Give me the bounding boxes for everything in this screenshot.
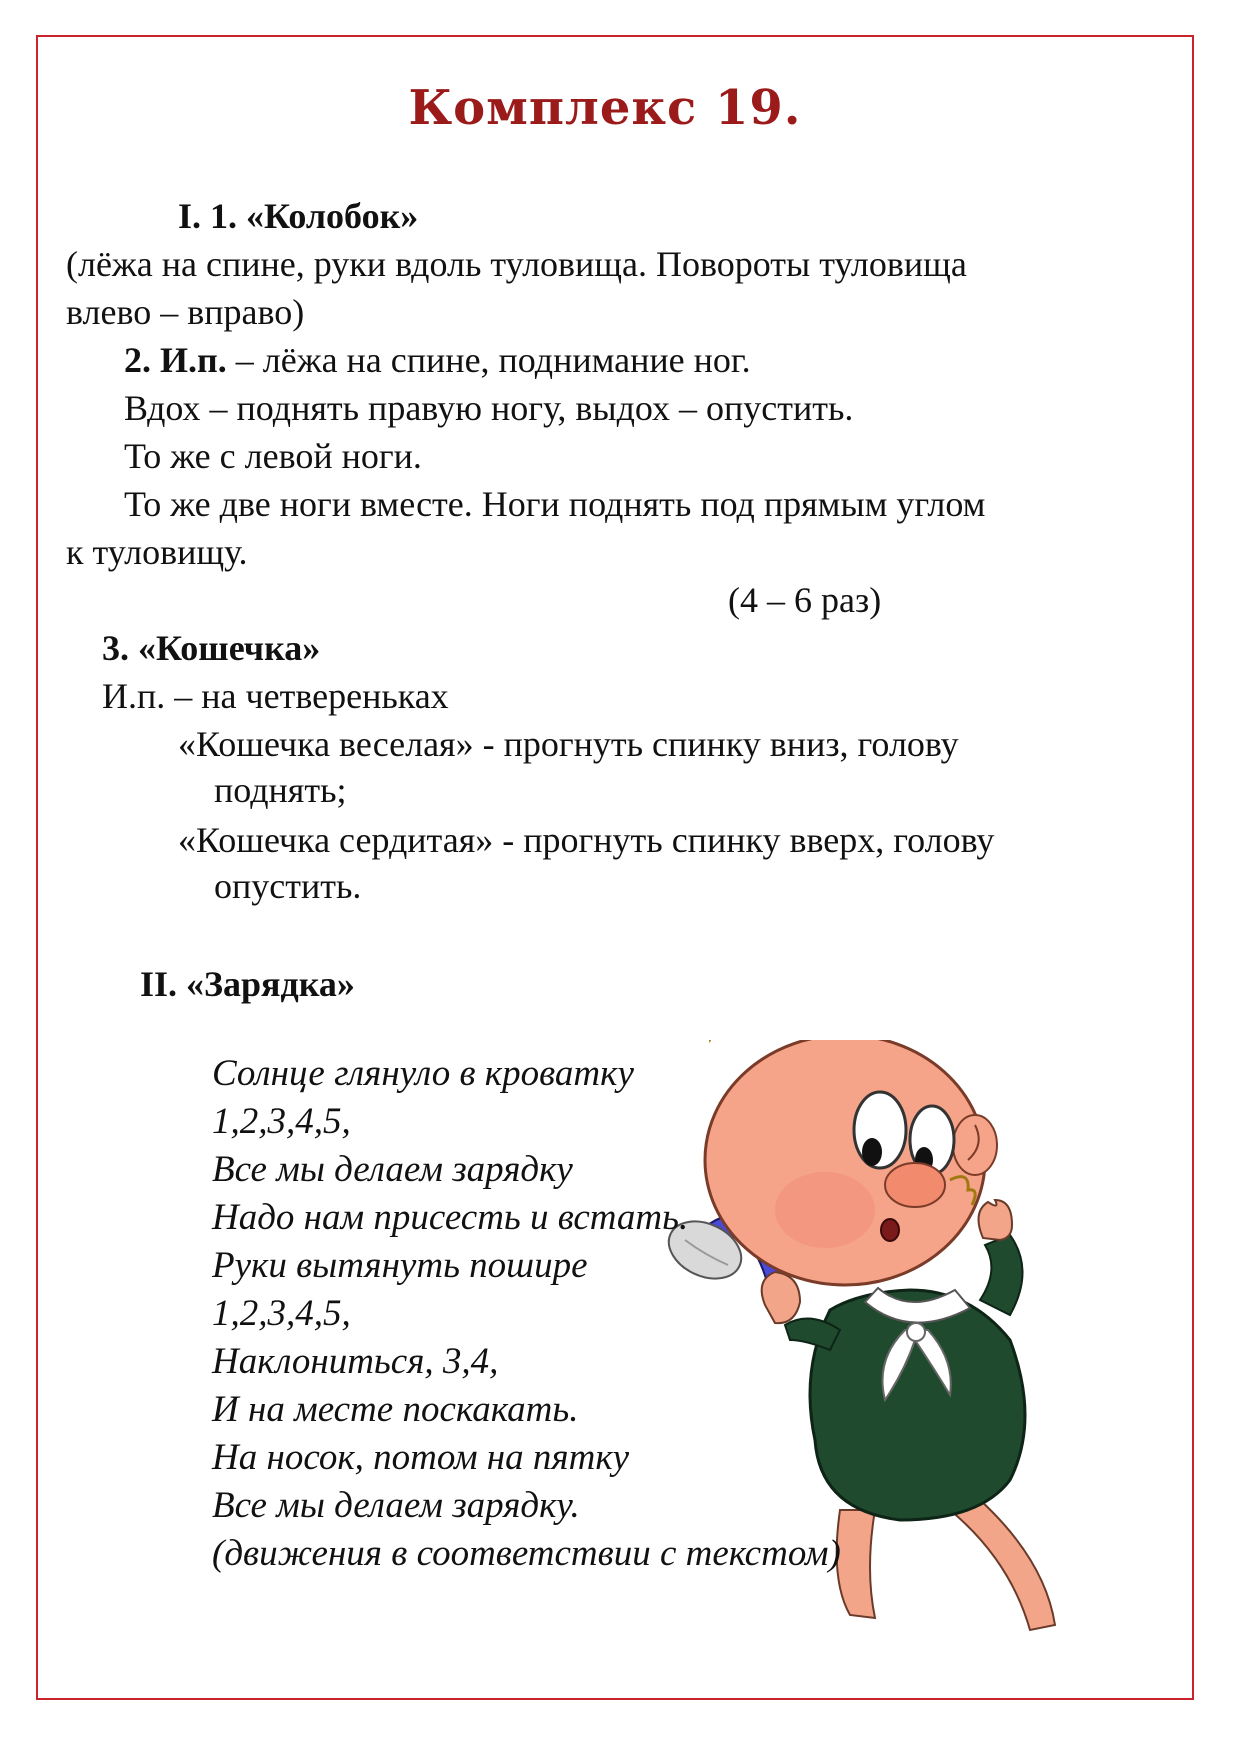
exercise-3-variant-a: «Кошечка веселая» - прогнуть спинку вниз, голову — [178, 724, 959, 764]
poem-line: Все мы делаем зарядку. — [212, 1485, 580, 1526]
exercise-2-step: То же с левой ноги. — [124, 436, 422, 476]
exercise-2-step: Вдох – поднять правую ногу, выдох – опустить. — [124, 388, 854, 428]
poem-line: На носок, потом на пятку — [212, 1437, 630, 1478]
exercise-2-label: 2. И.п. — [124, 340, 227, 380]
exercise-3-variant-b-cont: опустить. — [214, 866, 362, 906]
exercise-2-step-cont: к туловищу. — [66, 532, 248, 572]
exercise-2-step: То же две ноги вместе. Ноги поднять под прямым углом — [124, 484, 986, 524]
poem-line: Руки вытянуть пошире — [212, 1245, 588, 1286]
poem-line: 1,2,3,4,5, — [212, 1101, 351, 1142]
exercise-1-description-cont: влево – вправо) — [66, 292, 305, 332]
exercise-3-variant-b: «Кошечка сердитая» - прогнуть спинку вверх, голову — [178, 820, 995, 860]
poem-line: И на месте поскакать. — [212, 1389, 579, 1430]
exercise-3-variant-a-cont: поднять; — [214, 770, 347, 810]
exercise-1-description: (лёжа на спине, руки вдоль туловища. Повороты туловища — [66, 244, 967, 284]
exercise-2-start — [124, 338, 751, 382]
poem-line: 1,2,3,4,5, — [212, 1293, 351, 1334]
poem-line: Надо нам присесть и встать. — [212, 1197, 689, 1238]
exercise-2-repetitions: (4 – 6 раз) — [728, 580, 882, 620]
exercise-3-start: И.п. – на четвереньках — [102, 676, 449, 716]
poem-note: (движения в соответствии с текстом) — [212, 1533, 841, 1574]
exercise-1-heading: I. 1. «Колобок» — [178, 196, 419, 236]
section-2-heading: II. «Зарядка» — [140, 964, 355, 1004]
exercise-2-start-text: – лёжа на спине, поднимание ног. — [226, 340, 751, 380]
page-title: Комплекс 19. — [408, 80, 802, 136]
poem-line: Солнце глянуло в кроватку — [212, 1053, 634, 1094]
exercise-3-heading: 3. «Кошечка» — [102, 628, 321, 668]
poem-line: Наклониться, 3,4, — [212, 1341, 499, 1382]
poem-line: Все мы делаем зарядку — [212, 1149, 573, 1190]
